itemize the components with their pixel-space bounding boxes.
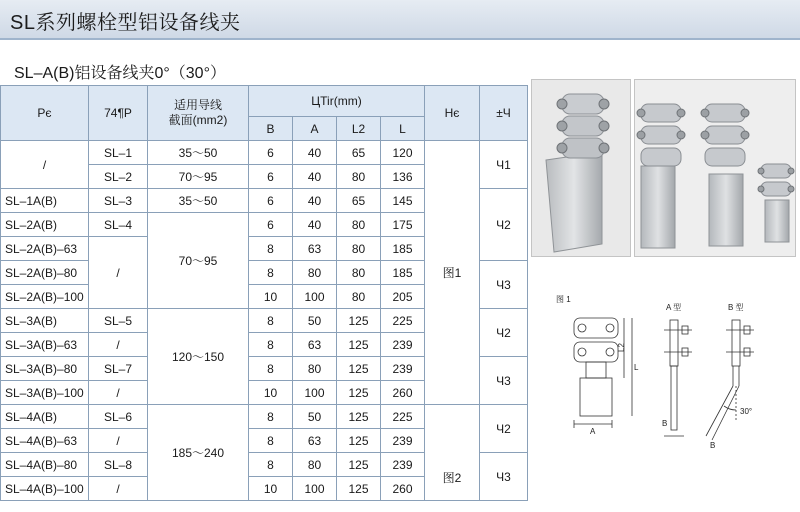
cell-b: 10 — [249, 477, 293, 501]
cell-a: 80 — [293, 453, 337, 477]
cell-bolt: SL–2 — [89, 165, 148, 189]
table-row — [1, 141, 528, 165]
cell-l2: 125 — [337, 381, 381, 405]
cell-l: 175 — [381, 213, 425, 237]
header-dimensions: ЦTir(mm) — [249, 86, 425, 117]
cell-l2: 125 — [337, 429, 381, 453]
cell-l: 239 — [381, 429, 425, 453]
cell-a: 40 — [293, 141, 337, 165]
cell-model: SL–3A(B)–80 — [1, 357, 89, 381]
cell-b: 8 — [249, 309, 293, 333]
cell-model: SL–3A(B)–63 — [1, 333, 89, 357]
cell-a: 63 — [293, 429, 337, 453]
spec-table — [0, 85, 528, 501]
header-weight: ±Ч — [480, 86, 528, 141]
cell-model: SL–2A(B) — [1, 213, 89, 237]
cell-bolt: SL–1 — [89, 141, 148, 165]
cell-bolt: SL–4 — [89, 213, 148, 237]
cell-b: 8 — [249, 357, 293, 381]
cell-weight: Ч1 — [480, 141, 528, 189]
cell-l2: 80 — [337, 213, 381, 237]
header-bolt: 74¶P — [89, 86, 148, 141]
cell-a: 63 — [293, 237, 337, 261]
cell-bolt: / — [89, 237, 148, 309]
cell-weight: Ч2 — [480, 309, 528, 357]
cell-a: 100 — [293, 285, 337, 309]
cell-a: 63 — [293, 333, 337, 357]
cell-model: SL–1A(B) — [1, 189, 89, 213]
cell-a: 80 — [293, 261, 337, 285]
cell-l2: 125 — [337, 309, 381, 333]
cell-b: 8 — [249, 429, 293, 453]
cell-b: 8 — [249, 237, 293, 261]
cell-a: 50 — [293, 309, 337, 333]
cell-l2: 80 — [337, 165, 381, 189]
cell-a: 40 — [293, 213, 337, 237]
product-photo-group — [634, 79, 796, 257]
cell-l: 239 — [381, 453, 425, 477]
cell-weight: Ч3 — [480, 357, 528, 405]
cell-model: SL–4A(B)–80 — [1, 453, 89, 477]
dim-l-label: L — [634, 363, 639, 372]
cell-section: 35～50 — [148, 189, 249, 213]
cell-bolt: / — [89, 381, 148, 405]
cell-l2: 125 — [337, 477, 381, 501]
header-section: 适用导线 截面(mm2) — [148, 86, 249, 141]
cell-bolt: / — [89, 429, 148, 453]
cell-l2: 125 — [337, 405, 381, 429]
cell-l2: 125 — [337, 333, 381, 357]
cell-b: 8 — [249, 261, 293, 285]
cell-figure-2: 图2 — [425, 405, 480, 501]
cell-l2: 80 — [337, 261, 381, 285]
cell-b: 10 — [249, 381, 293, 405]
header-dim-b: B — [249, 117, 293, 141]
type-a-label: A 型 — [666, 303, 682, 312]
technical-drawing — [546, 290, 796, 450]
side-view-b — [706, 320, 754, 440]
dim-l2-label: L2 — [617, 343, 626, 352]
cell-l: 239 — [381, 333, 425, 357]
cell-l2: 80 — [337, 285, 381, 309]
cell-weight: Ч2 — [480, 405, 528, 453]
cell-a: 100 — [293, 477, 337, 501]
cell-model: SL–3A(B)–100 — [1, 381, 89, 405]
cell-section: 70～95 — [148, 165, 249, 189]
section-subtitle: SL–A(B)铝设备线夹0°（30°） — [14, 65, 226, 82]
cell-a: 100 — [293, 381, 337, 405]
cell-l2: 65 — [337, 189, 381, 213]
cell-l: 120 — [381, 141, 425, 165]
cell-b: 6 — [249, 165, 293, 189]
header-dim-a: A — [293, 117, 337, 141]
cell-b: 6 — [249, 189, 293, 213]
dim-b-left-label: B — [662, 419, 668, 428]
angle-label: 30° — [740, 407, 753, 416]
cell-bolt: SL–5 — [89, 309, 148, 333]
cell-section: 185～240 — [148, 405, 249, 501]
cell-bolt: / — [89, 333, 148, 357]
type-b-label: B 型 — [728, 303, 744, 312]
cell-l2: 125 — [337, 453, 381, 477]
page-title: SL系列螺栓型铝设备线夹 — [10, 12, 241, 34]
header-dim-l2: L2 — [337, 117, 381, 141]
dim-a-label: A — [590, 427, 596, 436]
header-dim-l: L — [381, 117, 425, 141]
side-view-a — [664, 320, 692, 436]
cell-model: SL–4A(B)–100 — [1, 477, 89, 501]
dim-b-right-label: B — [710, 441, 716, 450]
cell-l: 225 — [381, 309, 425, 333]
cell-figure-1: 图1 — [425, 141, 480, 405]
cell-weight: Ч3 — [480, 453, 528, 501]
cell-bolt: / — [89, 477, 148, 501]
cell-bolt: SL–7 — [89, 357, 148, 381]
cell-b: 6 — [249, 141, 293, 165]
cell-b: 8 — [249, 453, 293, 477]
cell-a: 40 — [293, 189, 337, 213]
cell-model: SL–2A(B)–80 — [1, 261, 89, 285]
cell-a: 40 — [293, 165, 337, 189]
cell-model: SL–4A(B)–63 — [1, 429, 89, 453]
cell-l: 260 — [381, 477, 425, 501]
cell-model: SL–2A(B)–63 — [1, 237, 89, 261]
cell-l: 185 — [381, 261, 425, 285]
cell-b: 6 — [249, 213, 293, 237]
cell-b: 8 — [249, 333, 293, 357]
cell-l: 239 — [381, 357, 425, 381]
table-row — [1, 405, 528, 429]
cell-bolt: SL–8 — [89, 453, 148, 477]
cell-model: / — [1, 141, 89, 189]
cell-a: 80 — [293, 357, 337, 381]
header-figure: Hє — [425, 86, 480, 141]
cell-section: 120～150 — [148, 309, 249, 405]
cell-l2: 125 — [337, 357, 381, 381]
cell-model: SL–2A(B)–100 — [1, 285, 89, 309]
cell-section: 35～50 — [148, 141, 249, 165]
cell-l: 260 — [381, 381, 425, 405]
cell-l: 136 — [381, 165, 425, 189]
cell-model: SL–3A(B) — [1, 309, 89, 333]
cell-a: 50 — [293, 405, 337, 429]
cell-bolt: SL–3 — [89, 189, 148, 213]
cell-b: 8 — [249, 405, 293, 429]
cell-l: 205 — [381, 285, 425, 309]
figure-label: 图 1 — [556, 295, 571, 304]
cell-weight: Ч2 — [480, 189, 528, 261]
cell-model: SL–4A(B) — [1, 405, 89, 429]
cell-l2: 65 — [337, 141, 381, 165]
cell-l2: 80 — [337, 237, 381, 261]
product-photo-single — [531, 79, 631, 257]
cell-section: 70～95 — [148, 213, 249, 309]
title-banner — [0, 0, 800, 38]
cell-weight: Ч3 — [480, 261, 528, 309]
header-model: Pє — [1, 86, 89, 141]
front-view — [574, 318, 632, 428]
cell-bolt: SL–6 — [89, 405, 148, 429]
cell-l: 185 — [381, 237, 425, 261]
cell-b: 10 — [249, 285, 293, 309]
banner-divider — [0, 38, 800, 40]
cell-l: 145 — [381, 189, 425, 213]
cell-l: 225 — [381, 405, 425, 429]
